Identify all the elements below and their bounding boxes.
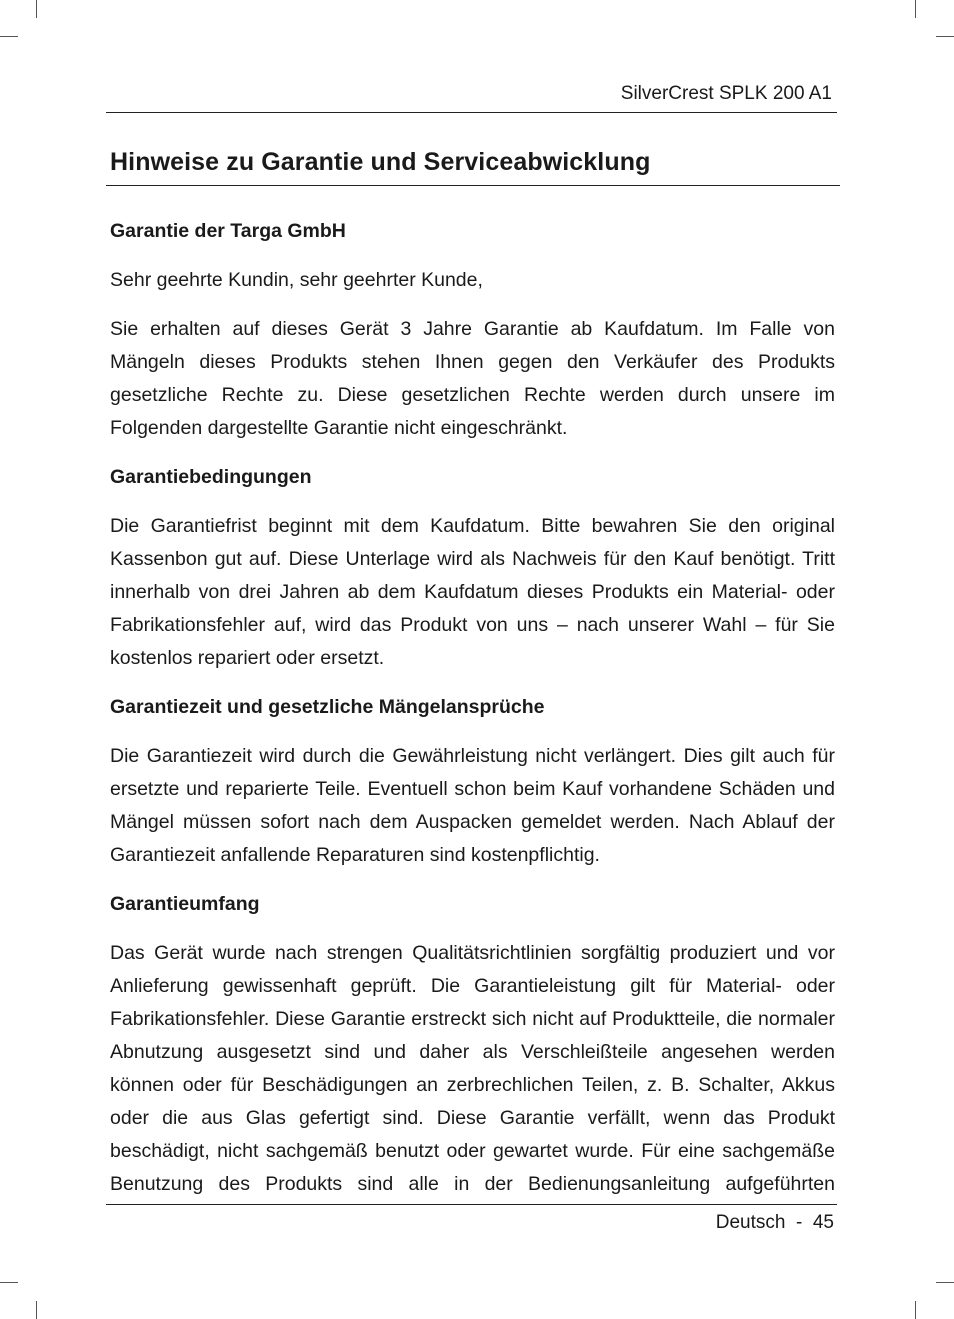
paragraph-greeting: Sehr geehrte Kundin, sehr geehrter Kunde, bbox=[110, 269, 483, 291]
paragraph-garantiezeit: Die Garantiezeit wird durch die Gewährleistung nicht verlängert. Dies gilt auch für ersetzte und reparierte Teile. Eventuell schon beim Kauf vorhandene Schäden und Mängel müssen sofort nach dem Auspacken gemeldet werden. Nach Ablauf der Garantiezeit anfallende Reparaturen sind kostenpflichtig. bbox=[110, 745, 835, 866]
crop-mark bbox=[36, 1301, 37, 1319]
paragraph-garantiebedingungen: Die Garantiefrist beginnt mit dem Kaufdatum. Bitte bewahren Sie den original Kassenbon gut auf. Diese Unterlage wird als Nachweis für den Kauf benötigt. Tritt innerhalb von drei Jahren ab dem Kaufdatum dieses Produkts ein Material- oder Fabrikationsfehler auf, wird das Produkt von uns – nach unserer Wahl – für Sie kostenlos repariert oder ersetzt. bbox=[110, 515, 835, 669]
paragraph-intro: Sie erhalten auf dieses Gerät 3 Jahre Garantie ab Kaufdatum. Im Falle von Mängeln dieses Produkts stehen Ihnen gegen den Verkäufer des Produkts gesetzliche Rechte zu. Diese gesetzlichen Rechte werden durch unsere im Folgenden dargestellte Garantie nicht eingeschränkt. bbox=[110, 318, 835, 439]
crop-mark bbox=[0, 1282, 18, 1283]
header-rule bbox=[106, 112, 837, 113]
title-rule bbox=[106, 185, 840, 186]
heading-garantiezeit: Garantiezeit und gesetzliche Mängelansprüche bbox=[110, 696, 545, 718]
footer-rule bbox=[106, 1204, 837, 1205]
crop-mark bbox=[936, 1282, 954, 1283]
heading-garantie-targa: Garantie der Targa GmbH bbox=[110, 220, 346, 242]
crop-mark bbox=[915, 0, 916, 18]
crop-mark bbox=[936, 36, 954, 37]
section-title: Hinweise zu Garantie und Serviceabwicklung bbox=[110, 148, 651, 176]
heading-garantiebedingungen: Garantiebedingungen bbox=[110, 466, 312, 488]
paragraph-garantieumfang: Das Gerät wurde nach strengen Qualitätsrichtlinien sorgfältig produziert und vor Anlieferung gewissenhaft geprüft. Die Garantieleistung gilt für Material- oder Fabrikationsfehler. Diese Garantie erstreckt sich nicht auf Produktteile, die normaler Abnutzung ausgesetzt sind und daher als Verschleißteile angesehen werden können oder für Beschädigungen an zerbrechlichen Teilen, z. B. Schalter, Akkus oder die aus Glas gefertigt sind. Diese Garantie verfällt, wenn das Produkt beschädigt, nicht sachgemäß benutzt oder gewartet wurde. Für eine sachgemäße Benutzung des Produkts sind alle in der Bedienungsanleitung aufgeführten bbox=[110, 942, 835, 1195]
page-footer: Deutsch - 45 bbox=[715, 1212, 834, 1233]
running-header: SilverCrest SPLK 200 A1 bbox=[620, 83, 832, 104]
crop-mark bbox=[0, 36, 18, 37]
page-content bbox=[110, 215, 835, 1201]
crop-mark bbox=[915, 1301, 916, 1319]
crop-mark bbox=[36, 0, 37, 18]
heading-garantieumfang: Garantieumfang bbox=[110, 893, 260, 915]
